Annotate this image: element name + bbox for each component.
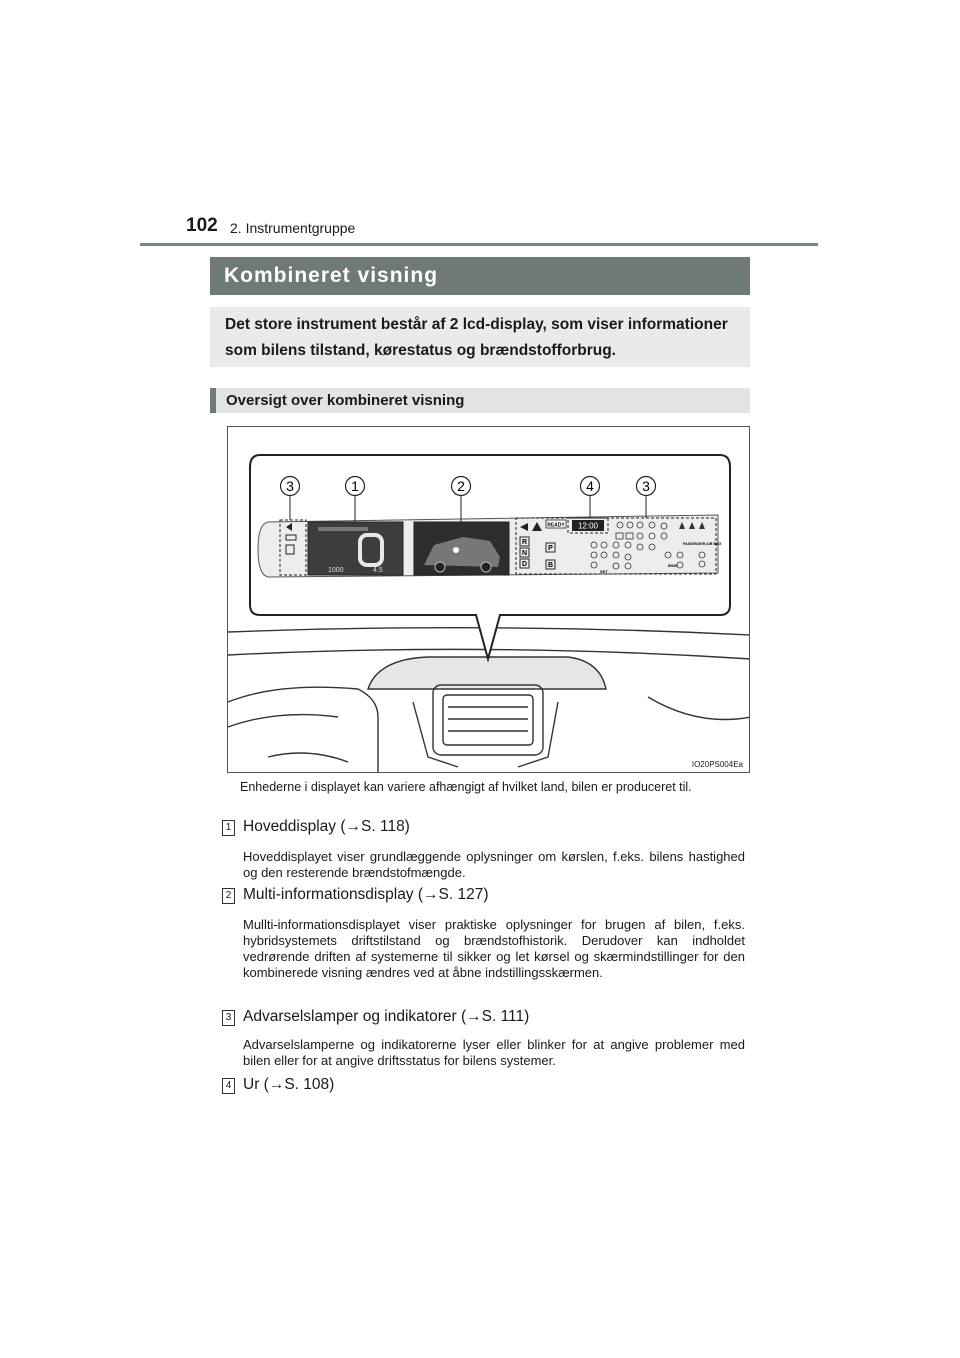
section-title: Kombineret visning (210, 257, 750, 295)
callout-2-label: 2 (457, 478, 465, 494)
item-title: Hoveddisplay (→S. 118) (243, 818, 410, 835)
trip-meter: 4.5 (373, 567, 383, 574)
instrument-illustration (228, 427, 750, 773)
passenger-airbag-label: PASSENGER AIR BAG (683, 542, 722, 546)
callout-1-label: 1 (351, 478, 359, 494)
item-title: Advarselslamper og indikatorer (→S. 111) (243, 1008, 530, 1025)
item-number: 3 (222, 1010, 235, 1026)
svg-text:P: P (548, 545, 553, 552)
callout-3-left-label: 3 (286, 478, 294, 494)
subsection-title: Oversigt over kombineret visning (210, 388, 750, 413)
bsm-label: BSM (668, 563, 677, 568)
item-title: Ur (→S. 108) (243, 1076, 335, 1093)
figure-code: IO20PS004Ea (691, 760, 743, 769)
svg-text:N: N (521, 550, 528, 557)
svg-text:R: R (521, 539, 528, 546)
item-number: 1 (222, 820, 235, 836)
set-label: SET (600, 569, 608, 574)
item-number: 2 (222, 888, 235, 904)
callout-4-label: 4 (586, 478, 594, 494)
instrument-figure (227, 426, 750, 773)
page-number: 102 (186, 215, 218, 236)
item-description: Advarselslamperne og indikatorerne lyser eller blinker for at angive problemer med bilen eller for at angive driftsstatus for bilens systemer. (243, 1037, 745, 1068)
callout-3-right-label: 3 (642, 478, 650, 494)
svg-text:B: B (547, 562, 554, 569)
item-number: 4 (222, 1078, 235, 1094)
svg-text:D: D (521, 561, 528, 568)
item-description: Mullti-informationsdisplayet viser praktiske oplysninger for brugen af bilen, f.eks. hybridsystemets driftstilstand og brændstofhistorik. Derudover kan indholdet vedrørende driften af systemerne til sikker og let kørsel og skærmindstillinger for den kombinerede visning ændres ved at åbne indstillingsskærmen. (243, 917, 745, 980)
header-rule (140, 243, 818, 246)
clock-readout: 12:00 (577, 521, 599, 531)
ready-indicator: READY (547, 522, 565, 529)
item-description: Hoveddisplayet viser grundlæggende oplysninger om kørslen, f.eks. bilens hastighed og den resterende brændstofmængde. (243, 849, 745, 880)
figure-caption: Enhederne i displayet kan variere afhængigt af hvilket land, bilen er produceret til. (240, 780, 692, 794)
intro-box: Det store instrument består af 2 lcd-display, som viser informationer som bilens tilstand, kørestatus og brændstofforbrug. (210, 307, 750, 367)
item-title: Multi-informationsdisplay (→S. 127) (243, 886, 489, 903)
odometer: 1000 (328, 567, 344, 574)
chapter-title: 2. Instrumentgruppe (230, 220, 356, 236)
